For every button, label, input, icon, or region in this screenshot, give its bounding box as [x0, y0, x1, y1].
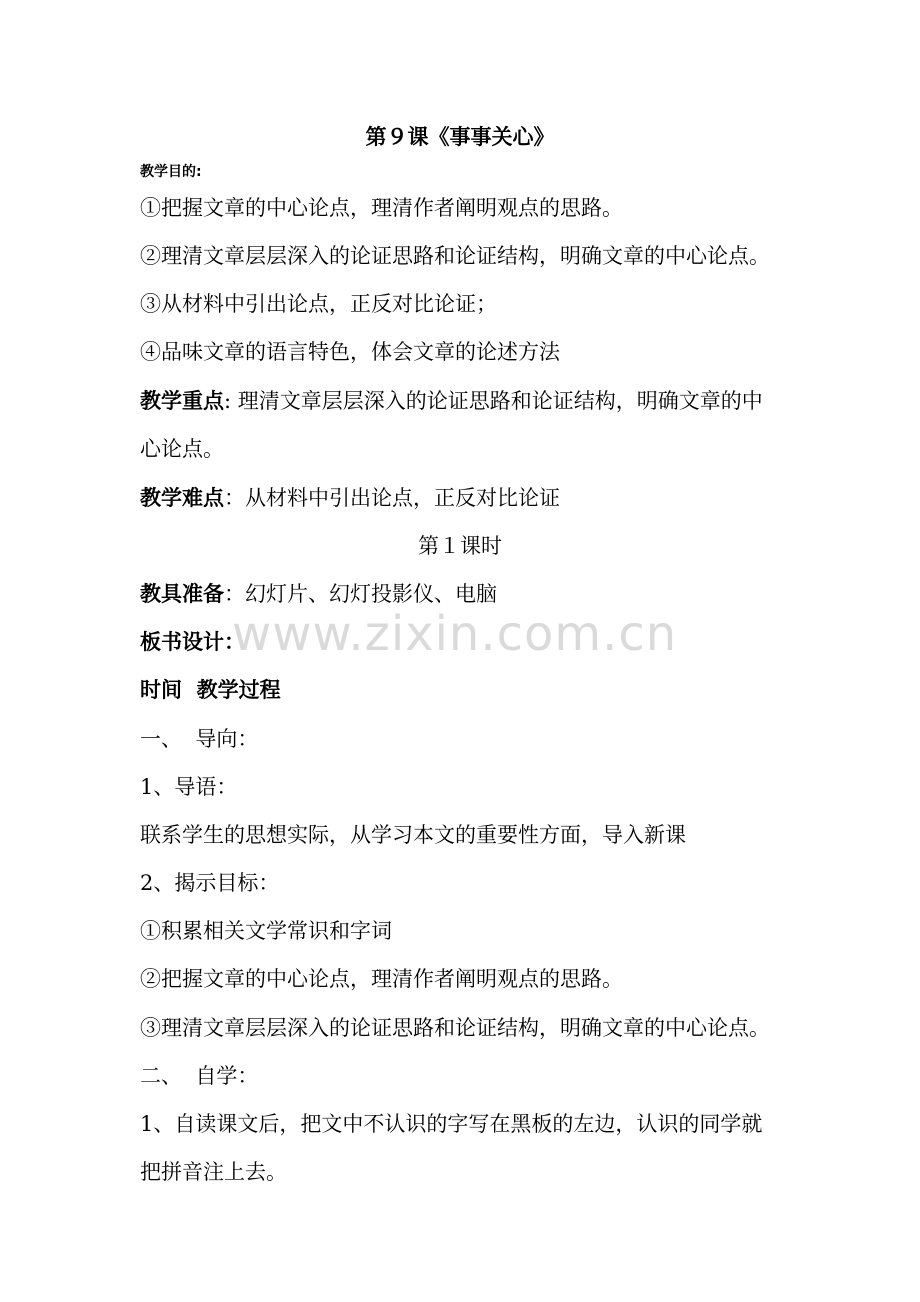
self-study-text: 1、自读课文后，把文中不认识的字写在黑板的左边，认识的同学就 — [140, 1112, 763, 1136]
objective-4: ④品味文章的语言特色，体会文章的论述方法 — [140, 340, 560, 364]
section-self-study: 二、 自学： — [140, 1064, 259, 1088]
difficult-point-text: ：从材料中引出论点，正反对比论证 — [224, 486, 560, 510]
key-point-text: : 理清文章层层深入的论证思路和论证结构，明确文章的中 — [224, 389, 763, 413]
objective-1: ①把握文章的中心论点，理清作者阐明观点的思路。 — [140, 196, 623, 220]
goal-1: ①积累相关文学常识和字词 — [140, 919, 392, 943]
objective-3: ③从材料中引出论点，正反对比论证； — [140, 292, 497, 316]
goal-3: ③理清文章层层深入的论证思路和论证结构，明确文章的中心论点。 — [140, 1016, 770, 1040]
difficult-point-label: 教学难点 — [140, 486, 224, 510]
objective-2: ②理清文章层层深入的论证思路和论证结构，明确文章的中心论点。 — [140, 244, 770, 268]
board-design-heading: 板书设计： — [140, 630, 245, 654]
key-point-continued: 心论点。 — [140, 437, 224, 461]
intro-text: 联系学生的思想实际，从学习本文的重要性方面，导入新课 — [140, 823, 686, 847]
goal-2: ②把握文章的中心论点，理清作者阐明观点的思路。 — [140, 967, 623, 991]
teaching-tools-label: 教具准备 — [140, 582, 224, 606]
item-goals: 2、揭示目标： — [140, 871, 280, 895]
lesson-number: 第１课时 — [418, 534, 502, 558]
process-heading: 时间 教学过程 — [140, 678, 281, 702]
watermark: www.zixin.com.cn — [232, 606, 678, 662]
section-guide: 一、 导向： — [140, 727, 259, 751]
item-intro: 1、导语： — [140, 775, 238, 799]
difficult-point — [140, 485, 560, 511]
key-point-label: 教学重点 — [140, 389, 224, 413]
self-study-text-continued: 把拼音注上去。 — [140, 1160, 287, 1184]
objectives-heading: 教学目的: — [140, 164, 202, 180]
key-point — [140, 388, 763, 414]
document-title: 第９课《事事关心》 — [365, 124, 555, 149]
teaching-tools-text: ：幻灯片、幻灯投影仪、电脑 — [224, 582, 497, 606]
